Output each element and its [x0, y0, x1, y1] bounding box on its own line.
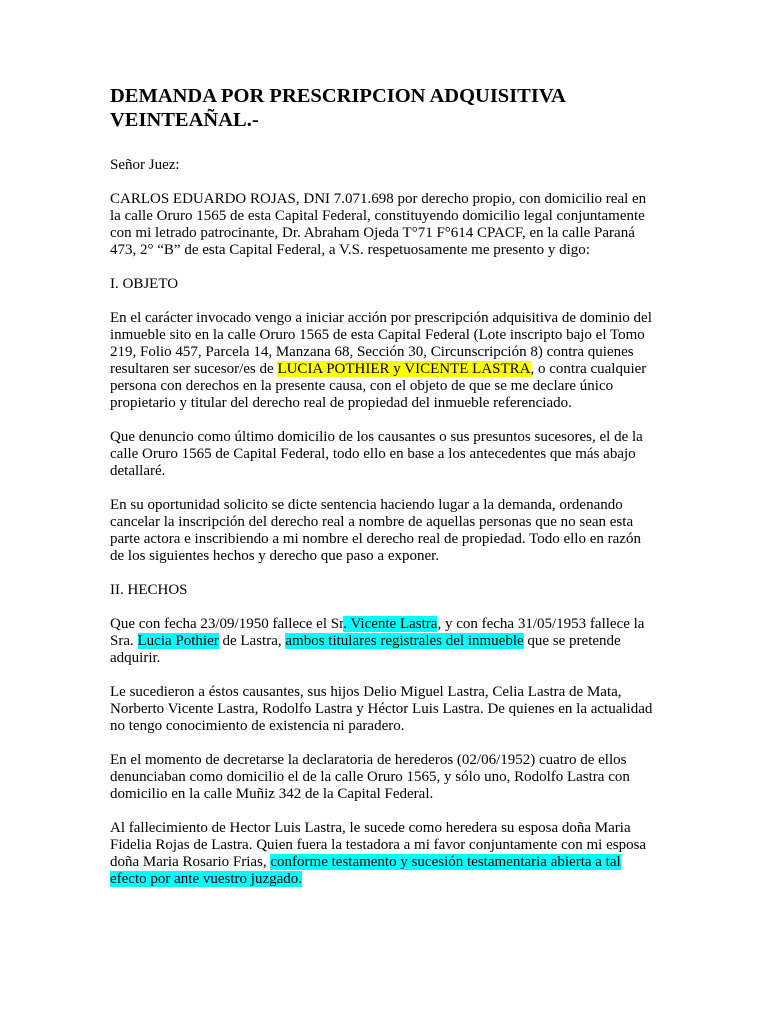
- hechos-p1-part-2: , y con fecha 31/05/1953 fallece la Sra.: [110, 616, 645, 649]
- objeto-paragraph-1: [110, 310, 658, 412]
- hechos-p1-part-1: Que con fecha 23/09/1950 fallece el Sr: [110, 616, 344, 632]
- title-line-2: VEINTEAÑAL.-: [110, 109, 259, 131]
- document-page: [110, 84, 658, 905]
- highlight-parties: LUCIA POTHIER y VICENTE LASTRA: [277, 361, 531, 377]
- objeto-paragraph-2: Que denuncio como último domicilio de los causantes o sus presuntos sucesores, el de la calle Oruro 1565 de Capital Federal, todo ello en base a los antecedentes que más abajo detallaré.: [110, 429, 643, 479]
- highlight-lucia-pothier: Lucia Pothier: [137, 633, 219, 649]
- hechos-p4-text-before: Al fallecimiento de Hector Luis Lastra, le sucede como heredera su esposa doña Maria Fidelia Rojas de Lastra. Quien fuera la testadora a mi favor conjuntamente con mi esposa doña Maria Rosario Frias,: [110, 820, 647, 870]
- salutation: Señor Juez:: [110, 157, 180, 173]
- hechos-paragraph-1: [110, 616, 658, 667]
- hechos-p1-part-4: que se pretende adquirir.: [110, 633, 621, 666]
- hechos-paragraph-3: En el momento de decretarse la declaratoria de herederos (02/06/1952) cuatro de ellos denunciaban como domicilio el de la calle Oruro 1565, y sólo uno, Rodolfo Lastra con domicilio en la calle Muñiz 342 de la Capital Federal.: [110, 752, 630, 802]
- hechos-paragraph-4: [110, 820, 658, 888]
- hechos-p1-part-3: de Lastra,: [218, 633, 286, 649]
- section-heading-objeto: I. OBJETO: [110, 276, 179, 292]
- objeto-paragraph-3: En su oportunidad solicito se dicte sentencia haciendo lugar a la demanda, ordenando cancelar la inscripción del derecho real a nombre de aquellas personas que no sean esta parte actora e inscribiendo a mi nombre el derecho real de propiedad. Todo ello en razón de los siguientes hechos y derecho que paso a exponer.: [110, 497, 641, 564]
- objeto-p1-text-after: , o contra cualquier persona con derechos en la presente causa, con el objeto de que se me declare único propietario y titular del derecho real de propiedad del inmueble referenciado.: [110, 361, 647, 411]
- intro-paragraph: CARLOS EDUARDO ROJAS, DNI 7.071.698 por derecho propio, con domicilio real en la calle Oruro 1565 de esta Capital Federal, constituyendo domicilio legal conjuntamente con mi letrado patrocinante, Dr. Abraham Ojeda T°71 F°614 CPACF, en la calle Paraná 473, 2° “B” de esta Capital Federal, a V.S. respetuosamente me presento y digo:: [110, 191, 647, 258]
- objeto-p1-text-before: En el carácter invocado vengo a iniciar acción por prescripción adquisitiva de dominio del inmueble sito en la calle Oruro 1565 de esta Capital Federal (Lote inscripto bajo el Tomo 219, Folio 457, Parcela 14, Manzana 68, Sección 30, Circunscripción 8) contra quienes resultaren ser sucesor/es de: [110, 310, 652, 377]
- document-title: [110, 84, 658, 132]
- title-line-1: DEMANDA POR PRESCRIPCION ADQUISITIVA: [110, 85, 566, 107]
- highlight-testamento: conforme testamento y sucesión testamentaria abierta a tal efecto por ante vuestro juzgado.: [110, 854, 621, 887]
- hechos-paragraph-2: Le sucedieron a éstos causantes, sus hijos Delio Miguel Lastra, Celia Lastra de Mata, Norberto Vicente Lastra, Rodolfo Lastra y Héctor Luis Lastra. De quienes en la actualidad no tengo conocimiento de existencia ni paradero.: [110, 684, 653, 734]
- section-heading-hechos: II. HECHOS: [110, 582, 188, 598]
- highlight-titulares: ambos titulares registrales del inmueble: [285, 633, 524, 649]
- highlight-vicente-lastra: . Vicente Lastra: [343, 616, 438, 632]
